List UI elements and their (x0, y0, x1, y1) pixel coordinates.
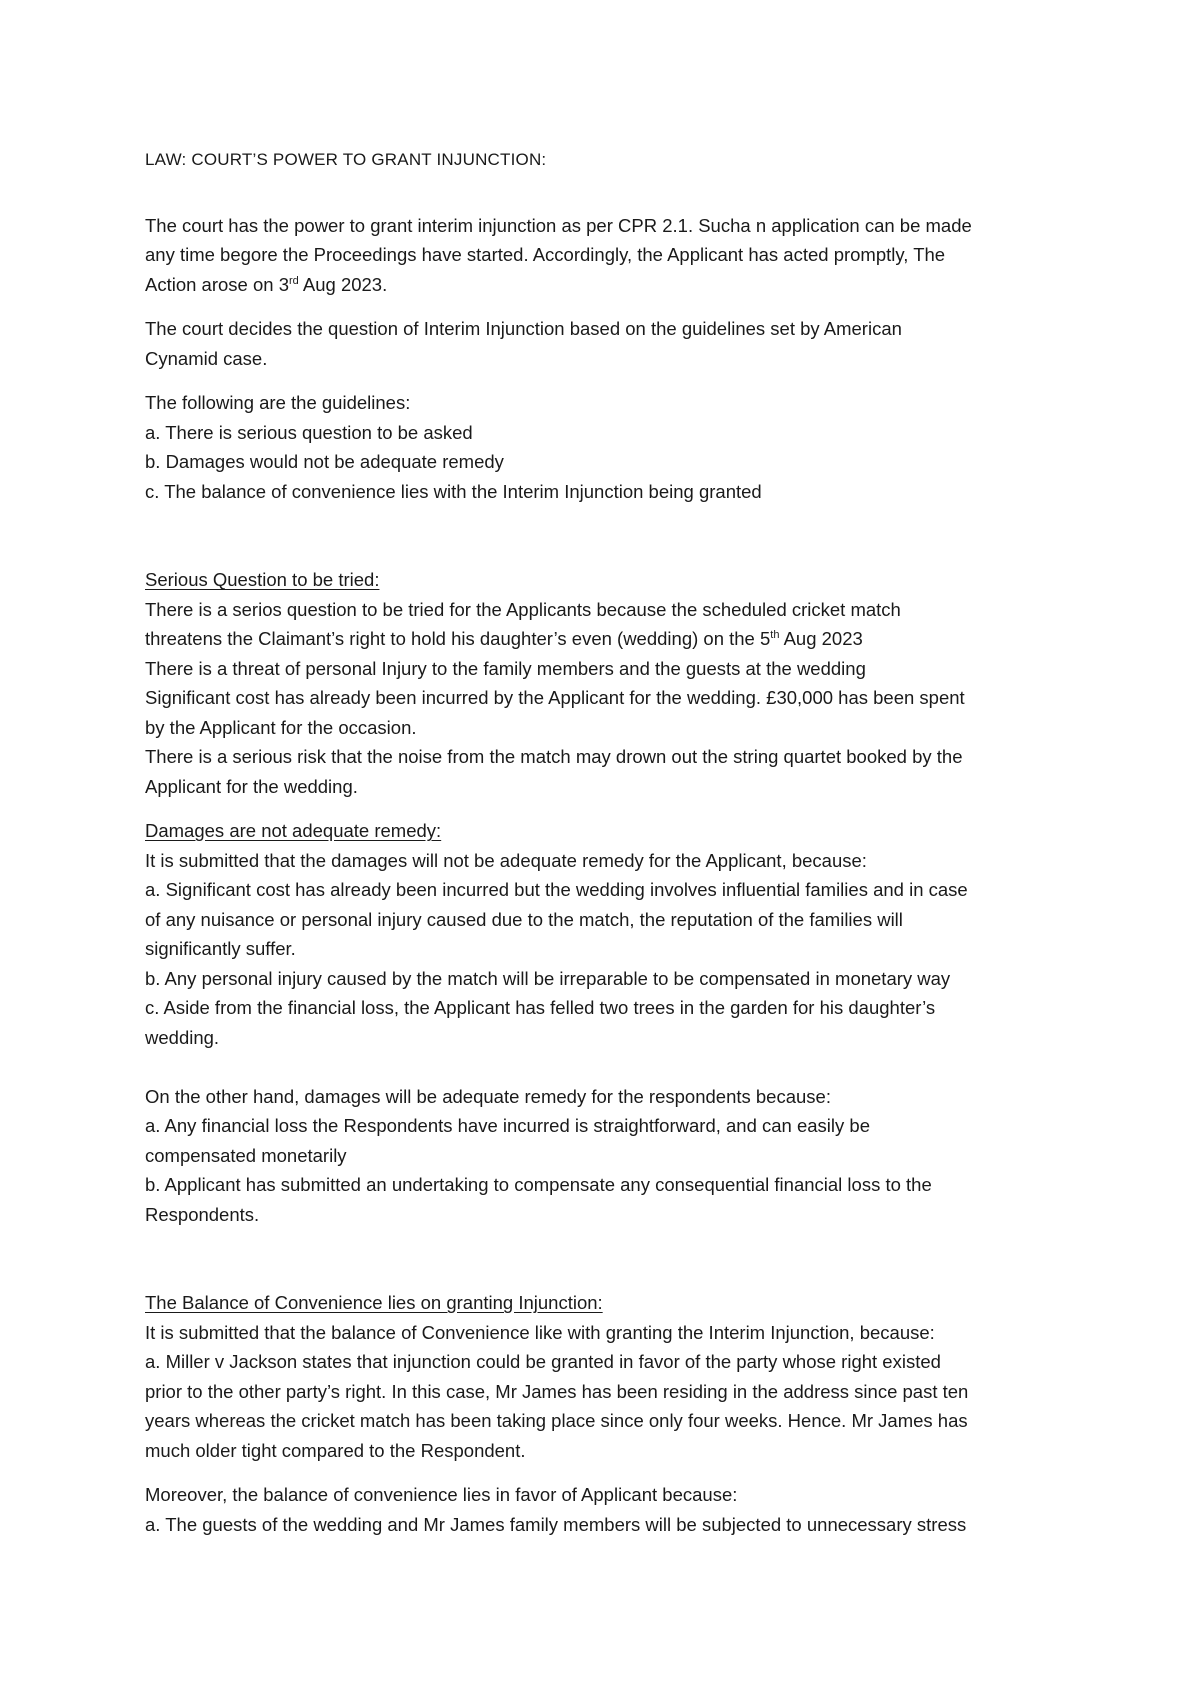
text-segment: Aug 2023. (298, 273, 388, 295)
section-serious-question (145, 565, 1085, 801)
section-title: Damages are not adequate remedy: (145, 820, 442, 841)
text-line: compensated monetarily (145, 1144, 347, 1166)
text-segment: Aug 2023 (779, 628, 863, 649)
text-line (145, 270, 1085, 300)
text-line: any time begore the Proceedings have started. Accordingly, the Applicant has acted promptly, The (145, 244, 946, 265)
text-line: There is a threat of personal Injury to the family members and the guests at the wedding (145, 657, 866, 679)
intro-paragraph-american-cynamid (145, 314, 1085, 373)
list-item: c. Aside from the financial loss, the Applicant has felled two trees in the garden for his daughter’s (145, 997, 936, 1018)
list-item: c. The balance of convenience lies with the Interim Injunction being granted (145, 480, 762, 502)
list-item: b. Damages would not be adequate remedy (145, 451, 504, 472)
text-line: It is submitted that the damages will not be adequate remedy for the Applicant, because: (145, 849, 867, 871)
list-item: a. There is serious question to be asked (145, 421, 473, 443)
damages-respondents-paragraph (145, 1082, 1085, 1230)
text-segment: Action arose on 3 (145, 273, 289, 295)
text-line: Moreover, the balance of convenience lies in favor of Applicant because: (145, 1484, 738, 1505)
balance-moreover-paragraph (145, 1480, 1085, 1539)
text-line: wedding. (145, 1026, 220, 1048)
list-item: b. Applicant has submitted an undertaking to compensate any consequential financial loss to the (145, 1174, 932, 1195)
text-line: There is a serious risk that the noise from the match may drown out the string quartet booked by the (145, 746, 963, 767)
text-line: much older tight compared to the Respondent. (145, 1439, 526, 1461)
text-line: The court decides the question of Interim Injunction based on the guidelines set by American (145, 318, 902, 339)
guidelines-list (145, 388, 1085, 506)
section-damages (145, 816, 1085, 1052)
text-segment: threatens the Claimant’s right to hold his daughter’s even (wedding) on the 5 (145, 628, 771, 649)
text-line: The court has the power to grant interim injunction as per CPR 2.1. Sucha n application can be made (145, 214, 972, 236)
text-line: On the other hand, damages will be adequate remedy for the respondents because: (145, 1085, 831, 1107)
ordinal-suffix: rd (288, 274, 299, 287)
list-item: a. Any financial loss the Respondents have incurred is straightforward, and can easily be (145, 1115, 870, 1136)
text-line: There is a serios question to be tried for the Applicants because the scheduled cricket match (145, 598, 901, 620)
list-item: b. Any personal injury caused by the match will be irreparable to be compensated in monetary way (145, 967, 951, 989)
text-line: prior to the other party’s right. In this case, Mr James has been residing in the address since past ten (145, 1380, 969, 1402)
section-balance-of-convenience (145, 1288, 1085, 1465)
text-line: It is submitted that the balance of Convenience like with granting the Interim Injunction, because: (145, 1321, 935, 1343)
list-item: a. Significant cost has already been incurred but the wedding involves influential families and in case (145, 879, 968, 900)
document-heading: LAW: COURT’S POWER TO GRANT INJUNCTION: (145, 150, 547, 169)
list-intro: The following are the guidelines: (145, 392, 411, 413)
intro-paragraph-cpr (145, 211, 1085, 300)
text-line: of any nuisance or personal injury caused due to the match, the reputation of the families will (145, 908, 903, 930)
ordinal-suffix: th (770, 628, 780, 641)
text-line (145, 624, 1085, 654)
text-line: by the Applicant for the occasion. (145, 716, 417, 738)
text-line: Applicant for the wedding. (145, 775, 358, 797)
text-line: significantly suffer. (145, 938, 296, 959)
list-item: a. The guests of the wedding and Mr James family members will be subjected to unnecessary stress (145, 1513, 967, 1535)
text-line: Significant cost has already been incurred by the Applicant for the wedding. £30,000 has been spent (145, 687, 965, 708)
section-title: The Balance of Convenience lies on granting Injunction: (145, 1292, 603, 1313)
document-page (145, 145, 1085, 1539)
text-line: years whereas the cricket match has been taking place since only four weeks. Hence. Mr James has (145, 1410, 968, 1431)
text-line: Cynamid case. (145, 347, 268, 369)
section-title: Serious Question to be tried: (145, 569, 380, 590)
text-line: Respondents. (145, 1203, 260, 1225)
list-item: a. Miller v Jackson states that injunction could be granted in favor of the party whose right existed (145, 1351, 941, 1372)
